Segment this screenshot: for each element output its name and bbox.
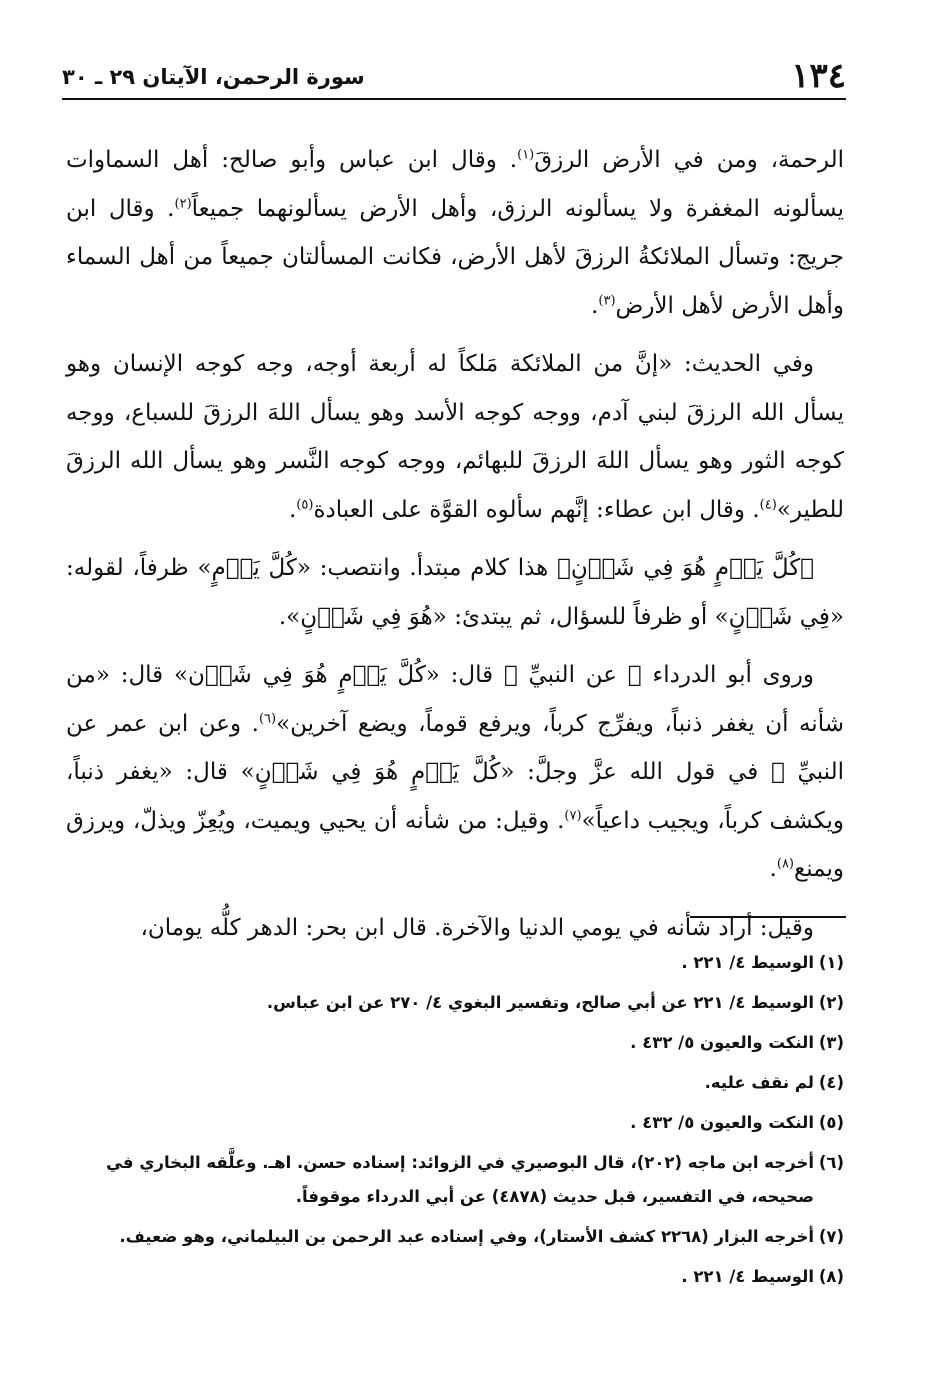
text-run: .: [591, 292, 599, 319]
page-header: [62, 54, 846, 100]
text-run: ﴿كُلَّ يَوۡمٍ هُوَ فِي شَأۡنٍ﴾ هذا كلام مبتدأ. وانتصب: «كُلَّ يَوۡمٍ» ظرفاً، لقوله: «فِي شَأۡنٍ» أو ظرفاً للسؤال، ثم يبتدئ: «هُوَ فِي شَأۡنٍ».: [66, 555, 844, 630]
footnote-reference[interactable]: (٥): [296, 496, 314, 512]
footnote-number: (٨): [818, 1267, 844, 1286]
footnote-reference[interactable]: (١): [517, 147, 535, 163]
running-head: سورة الرحمن، الآيتان ٢٩ ـ ٣٠: [62, 65, 365, 89]
text-run: .: [288, 496, 297, 523]
footnote-text: الوسيط ٤/ ٢٢١ عن أبي صالح، وتفسير البغوي ٤/ ٢٧٠ عن ابن عباس.: [266, 993, 814, 1012]
footnote-reference[interactable]: (٨): [776, 856, 794, 872]
footnote-number: (٤): [818, 1073, 844, 1092]
footnote-number: (٥): [818, 1113, 844, 1132]
footnote: [66, 1026, 844, 1060]
text-run: وقيل: أراد شأنه في يومي الدنيا والآخرة. قال ابن بحر: الدهر كلُّه يومان،: [140, 914, 814, 941]
text-run: . وقال ابن جريج: وتسأل الملائكةُ الرزقَ لأهل الأرض، فكانت المسألتان جميعاً من أهل السماء وأهل الأرض لأهل الأرض: [66, 195, 844, 319]
text-run: الرحمة، ومن في الأرض الرزقَ: [534, 147, 844, 173]
footnote-text: الوسيط ٤/ ٢٢١ .: [681, 1267, 814, 1286]
footnote-text: الوسيط ٤/ ٢٢١ .: [681, 953, 814, 972]
footnote-text: النكت والعيون ٥/ ٤٣٢ .: [630, 1113, 814, 1132]
text-run: . وعن ابن عمر عن النبيِّ ﷺ في قول الله عزَّ وجلَّ: «كُلَّ يَوۡمٍ هُوَ فِي شَأۡنٍ» قال: «يغفر ذنباً، ويكشف كرباً، ويجيب داعياً»: [66, 710, 844, 834]
paragraph: [66, 340, 844, 534]
text-run: وروى أبو الدرداء ﷺ عن النبيِّ ﷺ قال: «كُلَّ يَوۡمٍ هُوَ فِي شَأۡن» قال: «من شأنه أن يغفر ذنباً، ويفرِّج كرباً، ويرفع قوماً، ويضع آخرين»: [66, 662, 844, 737]
footnote: [66, 1106, 844, 1140]
footnote-number: (٧): [818, 1227, 844, 1246]
footnote-number: (٦): [818, 1153, 844, 1172]
text-run: . وقيل: من شأنه أن يحيي ويميت، ويُعِزّ ويذلّ، ويرزق ويمنع: [66, 807, 844, 882]
text-run: . وقال ابن عطاء: إنَّهم سألوه القوَّة على العبادة: [313, 496, 760, 523]
footnote: [66, 946, 844, 980]
footnotes: [66, 946, 844, 1300]
footnote-text: لم نقف عليه.: [704, 1073, 814, 1092]
text-run: .: [769, 856, 777, 882]
paragraph: [66, 651, 844, 894]
paragraph: [66, 904, 844, 953]
paragraph: [66, 544, 844, 641]
footnote-reference[interactable]: (٤): [759, 496, 777, 512]
footnote-reference[interactable]: (٧): [564, 807, 582, 823]
footnote-number: (٣): [818, 1033, 844, 1052]
footnote-reference[interactable]: (٦): [258, 710, 277, 726]
paragraph: [66, 136, 844, 330]
footnote: [66, 1066, 844, 1100]
footnote-number: (١): [818, 953, 844, 972]
text-run: . وقال ابن عباس وأبو صالح: أهل السماوات يسألونه المغفرة ولا يسألونه الرزق، وأهل الأرض يسألونهما جميعاً: [66, 147, 844, 222]
footnote: [66, 1146, 844, 1214]
footnote: [66, 986, 844, 1020]
footnote-text: أخرجه ابن ماجه (٢٠٢)، قال البوصيري في الزوائد: إسناده حسن. اهـ. وعلَّقه البخاري في صحيحه، في التفسير، قبل حديث (٤٨٧٨) عن أبي الدرداء موقوفاً.: [106, 1153, 814, 1206]
footnote-reference[interactable]: (٢): [174, 195, 192, 211]
footnote: [66, 1260, 844, 1294]
footnote-separator: [690, 916, 846, 918]
text-run: وفي الحديث: «إنَّ من الملائكة مَلكاً له أربعة أوجه، وجه كوجه الإنسان وهو يسأل الله الرزقَ لبني آدم، ووجه كوجه الأسد وهو يسأل اللهَ الرزقَ للسباع، ووجه كوجه الثور وهو يسأل اللهَ الرزقَ للبهائم، ووجه كوجه النَّسر وهو يسأل الله الرزقَ للطير»: [66, 351, 844, 523]
footnote-number: (٢): [818, 993, 844, 1012]
footnote-reference[interactable]: (٣): [598, 292, 616, 308]
footnote-text: النكت والعيون ٥/ ٤٣٢ .: [630, 1033, 814, 1052]
footnote: [66, 1220, 844, 1254]
footnote-text: أخرجه البزار (٢٢٦٨ كشف الأستار)، وفي إسناده عبد الرحمن بن البيلماني، وهو ضعيف.: [119, 1227, 814, 1246]
page-number: ١٣٤: [791, 56, 846, 96]
main-text: [66, 136, 844, 962]
